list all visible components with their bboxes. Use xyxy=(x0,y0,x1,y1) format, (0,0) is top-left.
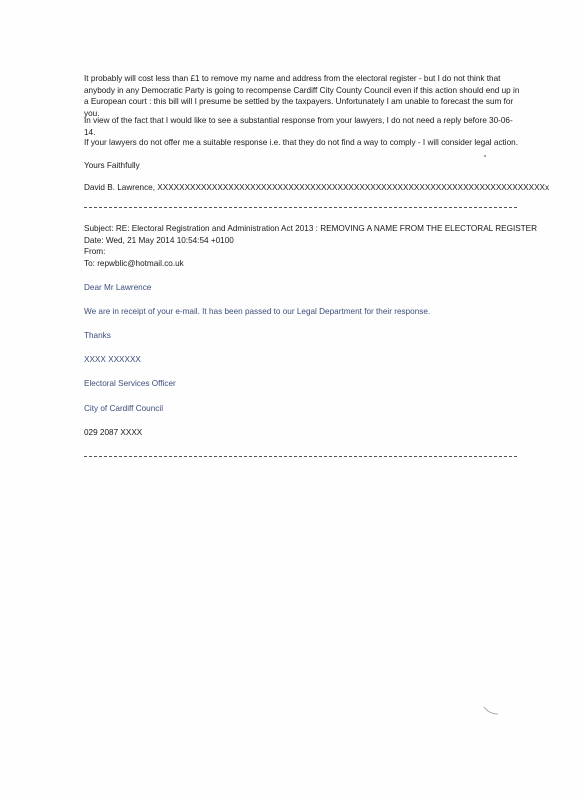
scan-speck xyxy=(484,155,486,157)
reply-greeting: Dear Mr Lawrence xyxy=(84,283,152,292)
paragraph-legal-action: If your lawyers do not offer me a suitable response i.e. that they do not find a way to comply - I will consider legal action. xyxy=(84,138,519,147)
email-subject: Subject: RE: Electoral Registration and Administration Act 2013 : REMOVING A NAME FROM THE ELECTORAL REGISTER xyxy=(84,224,538,233)
signature-line: David B. Lawrence, XXXXXXXXXXXXXXXXXXXXXXXXXXXXXXXXXXXXXXXXXXXXXXXXXXXXXXXXXXXXXXXXXXXXXXXx xyxy=(84,183,550,192)
scan-mark xyxy=(483,706,499,716)
reply-thanks: Thanks xyxy=(84,331,111,340)
dashed-divider-top xyxy=(84,207,517,208)
reply-sender-org: City of Cardiff Council xyxy=(84,404,164,413)
email-date: Date: Wed, 21 May 2014 10:54:54 +0100 xyxy=(84,235,234,245)
reply-sender-name: XXXX XXXXXX xyxy=(84,355,141,364)
email-to: To: repwblic@hotmail.co.uk xyxy=(84,258,184,268)
reply-phone: 029 2087 XXXX xyxy=(84,428,143,437)
dashed-divider-bottom xyxy=(84,456,517,457)
reply-sender-title: Electoral Services Officer xyxy=(84,379,176,388)
paragraph-reply-deadline: In view of the fact that I would like to see a substantial response from your lawyers, I do not need a reply before 30-06-14. xyxy=(84,116,513,137)
paragraph-cost: It probably will cost less than £1 to remove my name and address from the electoral register - but I do not think that anybody in any Democratic Party is going to recompense Cardiff City County Council even if this action should end up in a European court : this bill will I presume be settled by the taxpayers. Unfortunately I am unable to forecast the sum for you. xyxy=(84,74,520,118)
closing-line: Yours Faithfully xyxy=(84,161,140,170)
reply-body: We are in receipt of your e-mail. It has been passed to our Legal Department for their response. xyxy=(84,307,431,316)
email-header xyxy=(84,223,538,269)
email-from: From: xyxy=(84,247,106,256)
